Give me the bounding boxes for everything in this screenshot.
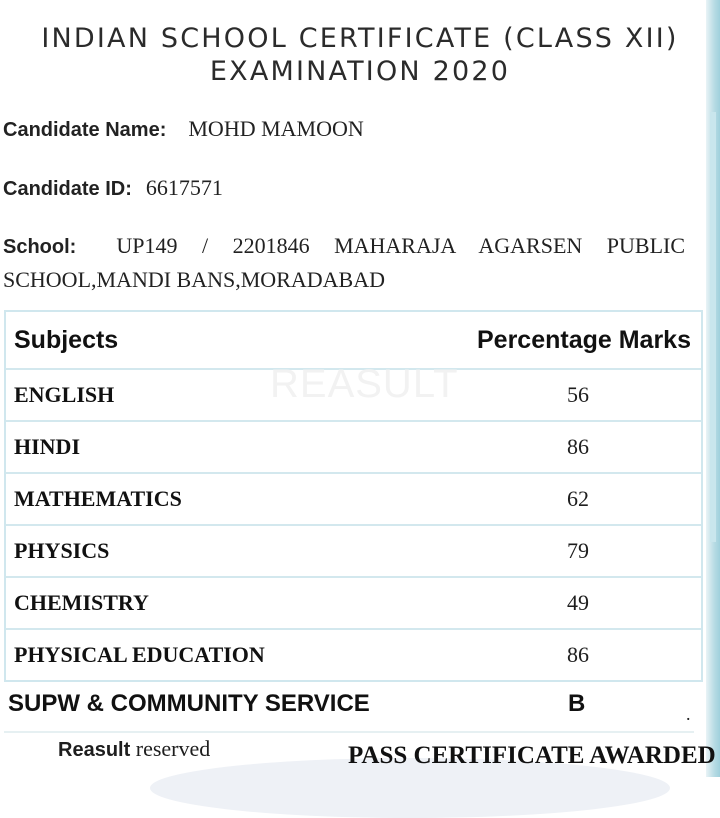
divider (4, 731, 694, 733)
table-row (6, 474, 701, 526)
candidate-id-value: 6617571 (145, 175, 223, 200)
table-row (6, 526, 701, 578)
school-label: School: (3, 236, 77, 258)
supw-grade: B (568, 690, 586, 717)
page-title: INDIAN SCHOOL CERTIFICATE (CLASS XII) EXAMINATION 2020 (41, 23, 679, 87)
page-edge (706, 0, 720, 777)
marks-cell: 86 (567, 434, 589, 459)
subject-cell: ENGLISH (14, 382, 115, 407)
table-row (6, 422, 701, 474)
marks-cell: 49 (567, 590, 589, 615)
subject-cell: MATHEMATICS (14, 486, 182, 511)
candidate-name-row (3, 116, 364, 142)
candidate-id-label: Candidate ID: (3, 178, 132, 200)
subject-cell: CHEMISTRY (14, 590, 149, 615)
marks-table (4, 310, 703, 682)
marks-cell: 56 (567, 382, 589, 407)
result-label: Reasult (58, 739, 131, 761)
school-value-line1: UP149 / 2201846 MAHARAJA AGARSEN PUBLIC (116, 233, 686, 258)
table-row (6, 578, 701, 630)
supw-label: SUPW & COMMUNITY SERVICE (8, 690, 370, 717)
scroll-bar[interactable] (710, 112, 716, 542)
marks-cell: 86 (567, 642, 589, 667)
result-value: reserved (135, 736, 211, 761)
marks-cell: 79 (567, 538, 589, 563)
candidate-name-value: MOHD MAMOON (188, 116, 364, 141)
school-value-line2: SCHOOL,MANDI BANS,MORADABAD (3, 267, 385, 292)
candidate-id-row (3, 175, 223, 201)
candidate-name-label: Candidate Name: (3, 119, 167, 141)
table-row (6, 630, 701, 680)
subject-cell: PHYSICS (14, 538, 110, 563)
watermark: REASULT (270, 362, 459, 406)
result-row (58, 736, 210, 762)
subject-cell: HINDI (14, 434, 81, 459)
subject-cell: PHYSICAL EDUCATION (14, 642, 265, 667)
marks-header: Percentage Marks (476, 326, 691, 354)
marks-cell: 62 (567, 486, 589, 511)
subjects-header: Subjects (14, 326, 119, 354)
trailing-dot: . (686, 704, 691, 724)
pass-status: PASS CERTIFICATE AWARDED (348, 742, 716, 769)
table-row (6, 370, 701, 422)
school-row (3, 233, 720, 259)
